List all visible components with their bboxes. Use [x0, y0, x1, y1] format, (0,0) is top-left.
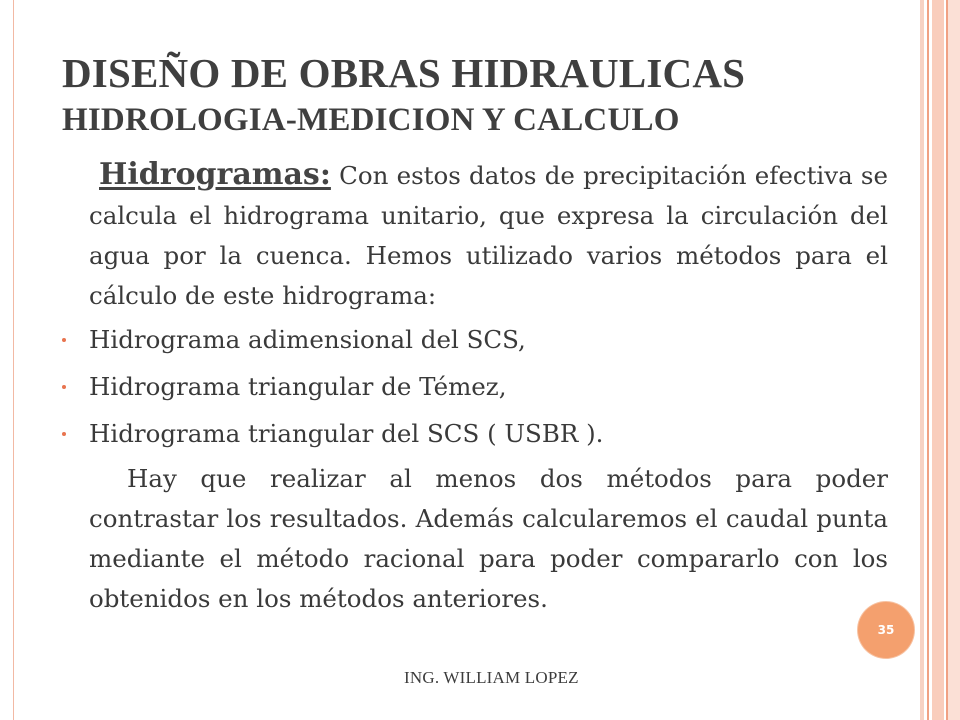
footer-author: ING. WILLIAM LOPEZ	[404, 668, 579, 687]
closing-paragraph	[89, 459, 888, 619]
page-number: 35	[877, 623, 895, 637]
slide-body	[62, 155, 888, 619]
bullet-icon	[62, 432, 66, 436]
decorative-side-stripes	[920, 0, 960, 720]
closing-text: Hay que realizar al menos dos métodos para poder contrastar los resultados. Además calcularemos el caudal punta mediante el método racional para poder compararlo con los obtenidos en los métodos anteriores.	[89, 464, 888, 613]
page-number-badge	[858, 602, 914, 658]
bullet-icon	[62, 385, 66, 389]
lead-term: Hidrogramas:	[99, 157, 331, 192]
intro-paragraph	[89, 155, 888, 316]
title-line-2: HIDROLOGIA-MEDICION Y CALCULO	[62, 102, 680, 138]
list-item: Hidrograma adimensional del SCS,	[62, 316, 888, 363]
title-line-1: DISEÑO DE OBRAS HIDRAULICAS	[62, 50, 746, 96]
bullet-icon	[62, 338, 66, 342]
slide-title	[62, 50, 902, 138]
intro-text: Con estos datos de precipitación efectiva se calcula el hidrograma unitario, que expresa la circulación del agua por la cuenca. Hemos utilizado varios métodos para el cálculo de este hidrograma:	[89, 161, 888, 310]
method-list	[62, 316, 888, 457]
list-item: Hidrograma triangular de Témez,	[62, 363, 888, 410]
list-item: Hidrograma triangular del SCS ( USBR ).	[62, 410, 888, 457]
